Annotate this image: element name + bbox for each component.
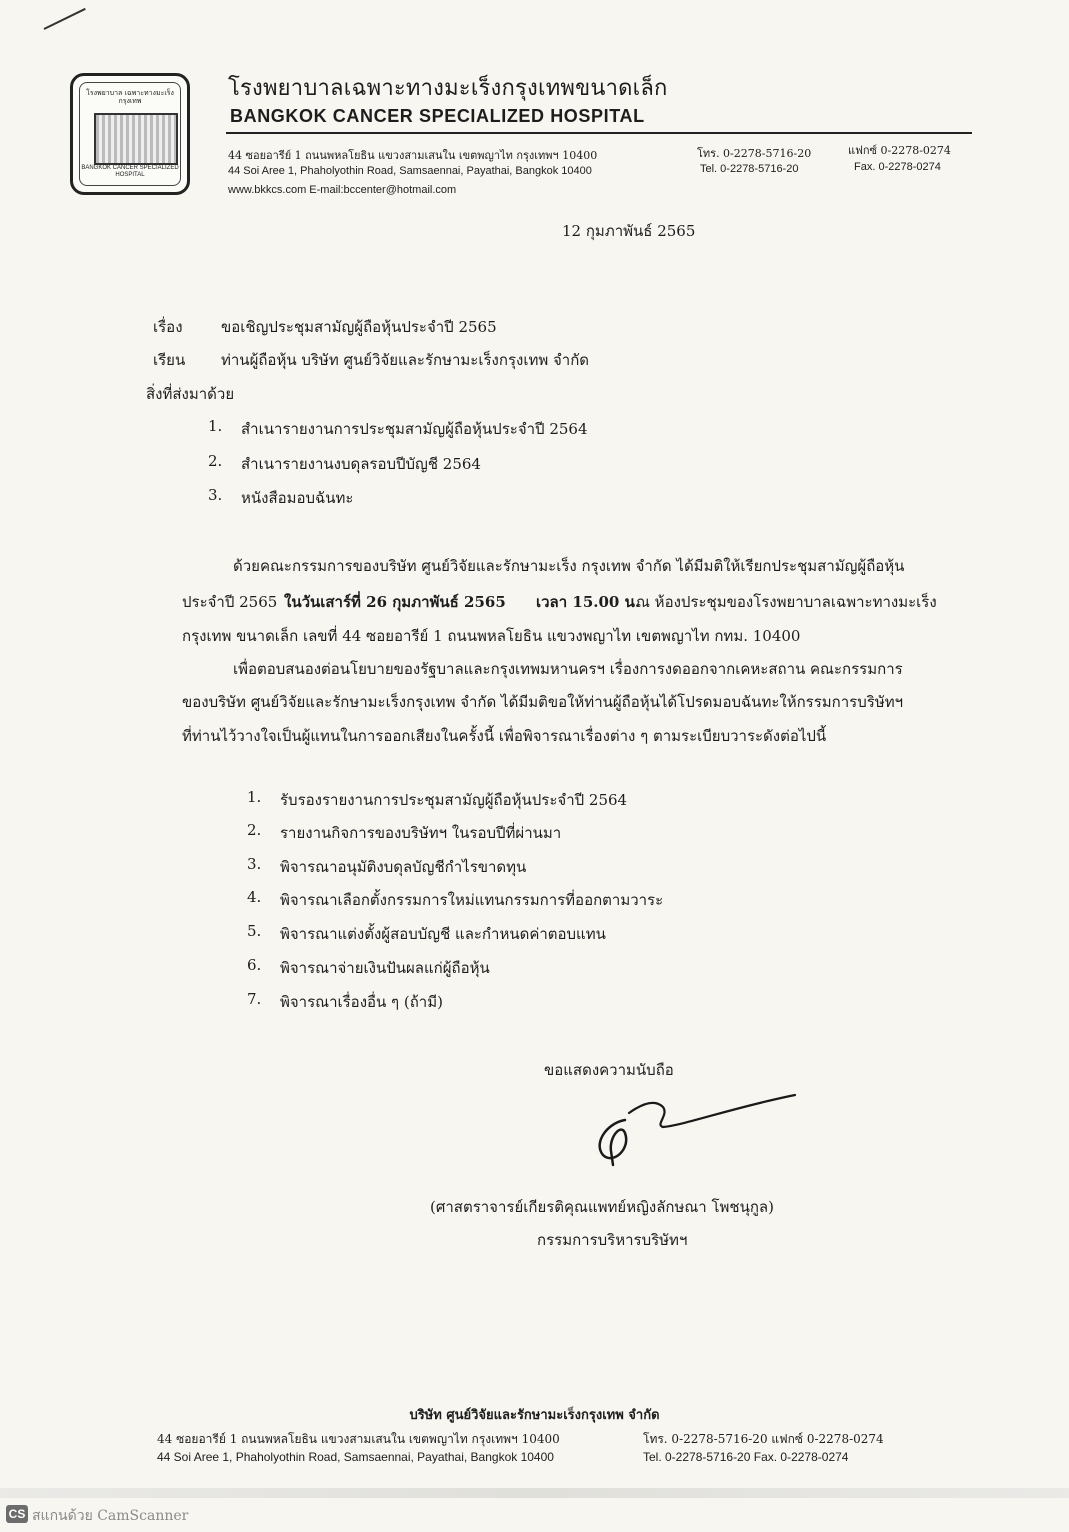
agenda-item: พิจารณาเลือกตั้งกรรมการใหม่แทนกรรมการที่ออกตามวาระ: [280, 891, 664, 909]
body-paragraph-2-line-1: เพื่อตอบสนองต่อนโยบายของรัฐบาลและกรุงเทพมหานครฯ เรื่องการงดออกจากเคหะสถาน คณะกรรมการ: [233, 660, 903, 678]
agenda-item: พิจารณาเรื่องอื่น ๆ (ถ้ามี): [280, 993, 443, 1011]
hospital-logo: [70, 73, 190, 195]
body-paragraph-1-line-1: ด้วยคณะกรรมการของบริษัท ศูนย์วิจัยและรักษามะเร็ง กรุงเทพ จำกัด ได้มีมติให้เรียกประชุมสามัญผู้ถือหุ้น: [233, 557, 905, 575]
enclosures-label: สิ่งที่ส่งมาด้วย: [146, 385, 235, 403]
body-paragraph-2-line-3: ที่ท่านไว้วางใจเป็นผู้แทนในการออกเสียงในครั้งนี้ เพื่อพิจารณาเรื่องต่าง ๆ ตามระเบียบวาระดังต่อไปนี้: [182, 727, 827, 745]
header-tel-th: โทร. 0-2278-5716-20: [697, 147, 812, 160]
header-fax-th: แฟกซ์ 0-2278-0274: [848, 144, 951, 157]
header-divider: [226, 132, 972, 134]
meeting-time: เวลา 15.00 น.: [536, 593, 641, 611]
agenda-item: พิจารณาแต่งตั้งผู้สอบบัญชี และกำหนดค่าตอบแทน: [280, 925, 606, 943]
body-paragraph-2-line-2: ของบริษัท ศูนย์วิจัยและรักษามะเร็งกรุงเทพ จำกัด ได้มีมติขอให้ท่านผู้ถือหุ้นได้โปรดมอบฉันทะให้กรรมการบริษัทฯ: [182, 693, 904, 711]
agenda-num: 2.: [247, 821, 262, 839]
logo-building-icon: [94, 113, 178, 165]
pen-mark: [44, 8, 86, 30]
logo-text-th: โรงพยาบาล เฉพาะทางมะเร็งกรุงเทพ: [86, 89, 174, 105]
camscanner-icon: CS: [6, 1505, 28, 1523]
signer-name: (ศาสตราจารย์เกียรติคุณแพทย์หญิงลักษณา โพชนุกูล): [430, 1198, 774, 1216]
footer-contact-en: Tel. 0-2278-5716-20 Fax. 0-2278-0274: [643, 1450, 849, 1464]
agenda-item: พิจารณาอนุมัติงบดุลบัญชีกำไรขาดทุน: [280, 858, 527, 876]
enclosure-num: 2.: [208, 452, 223, 470]
agenda-num: 1.: [247, 788, 262, 806]
footer-address-th: 44 ซอยอารีย์ 1 ถนนพหลโยธิน แขวงสามเสนใน เขตพญาไท กรุงเทพฯ 10400: [157, 1432, 560, 1446]
agenda-num: 7.: [247, 990, 262, 1008]
agenda-num: 3.: [247, 855, 262, 873]
header-web-email: www.bkkcs.com E-mail:bccenter@hotmail.com: [228, 184, 457, 196]
enclosure-num: 1.: [208, 417, 223, 435]
hospital-name-th: โรงพยาบาลเฉพาะทางมะเร็งกรุงเทพขนาดเล็ก: [228, 76, 668, 101]
header-tel-en: Tel. 0-2278-5716-20: [700, 163, 799, 175]
meeting-date: ในวันเสาร์ที่ 26 กุมภาพันธ์ 2565: [284, 593, 506, 611]
header-fax-en: Fax. 0-2278-0274: [854, 161, 941, 173]
body-paragraph-1-year: ประจำปี 2565: [182, 593, 278, 611]
to-text: ท่านผู้ถือหุ้น บริษัท ศูนย์วิจัยและรักษามะเร็งกรุงเทพ จำกัด: [221, 351, 590, 369]
footer-company: บริษัท ศูนย์วิจัยและรักษามะเร็งกรุงเทพ จำกัด: [409, 1408, 660, 1423]
hospital-name-en: BANGKOK CANCER SPECIALIZED HOSPITAL: [230, 106, 645, 126]
handwritten-signature: [585, 1085, 805, 1175]
meeting-venue: ณ ห้องประชุมของโรงพยาบาลเฉพาะทางมะเร็ง: [636, 593, 937, 611]
header-address-en: 44 Soi Aree 1, Phaholyothin Road, Samsaennai, Payathai, Bangkok 10400: [228, 165, 592, 177]
logo-text-en: BANGKOK CANCER SPECIALIZED HOSPITAL: [81, 165, 179, 178]
to-label: เรียน: [153, 351, 186, 369]
agenda-item: รายงานกิจการของบริษัทฯ ในรอบปีที่ผ่านมา: [280, 824, 562, 842]
agenda-item: รับรองรายงานการประชุมสามัญผู้ถือหุ้นประจำปี 2564: [280, 791, 628, 809]
letter-date: 12 กุมภาพันธ์ 2565: [562, 222, 696, 240]
header-address-th: 44 ซอยอารีย์ 1 ถนนพหลโยธิน แขวงสามเสนใน เขตพญาไท กรุงเทพฯ 10400: [228, 149, 598, 162]
footer-address-en: 44 Soi Aree 1, Phaholyothin Road, Samsaennai, Payathai, Bangkok 10400: [157, 1450, 554, 1464]
agenda-item: พิจารณาจ่ายเงินปันผลแก่ผู้ถือหุ้น: [280, 959, 490, 977]
enclosure-item: หนังสือมอบฉันทะ: [241, 489, 354, 507]
agenda-num: 4.: [247, 888, 262, 906]
closing-phrase: ขอแสดงความนับถือ: [544, 1061, 674, 1079]
signer-title: กรรมการบริหารบริษัทฯ: [537, 1231, 688, 1249]
agenda-num: 5.: [247, 922, 262, 940]
enclosure-num: 3.: [208, 486, 223, 504]
scan-edge: [0, 1488, 1069, 1498]
enclosure-item: สำเนารายงานการประชุมสามัญผู้ถือหุ้นประจำปี 2564: [241, 420, 588, 438]
enclosure-item: สำเนารายงานงบดุลรอบปีบัญชี 2564: [241, 455, 481, 473]
agenda-num: 6.: [247, 956, 262, 974]
camscanner-watermark: สแกนด้วย CamScanner: [32, 1508, 189, 1524]
subject-text: ขอเชิญประชุมสามัญผู้ถือหุ้นประจำปี 2565: [221, 318, 497, 336]
body-paragraph-1-line-3: กรุงเทพ ขนาดเล็ก เลขที่ 44 ซอยอารีย์ 1 ถนนพหลโยธิน แขวงพญาไท เขตพญาไท กทม. 10400: [182, 627, 801, 645]
footer-contact-th: โทร. 0-2278-5716-20 แฟกซ์ 0-2278-0274: [643, 1432, 884, 1446]
subject-label: เรื่อง: [153, 318, 183, 336]
